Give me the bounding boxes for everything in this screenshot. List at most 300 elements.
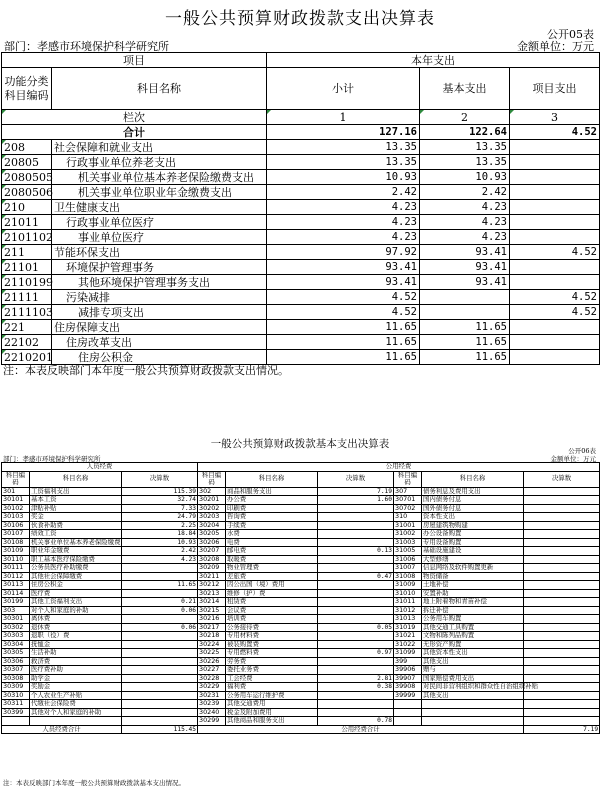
c-amount: 7.19	[318, 487, 394, 496]
p-name: 津贴补贴	[30, 504, 122, 513]
p-amount: 4.23	[122, 555, 198, 564]
table-row	[2, 547, 600, 556]
totals-row	[2, 725, 600, 734]
c-code: 30204	[198, 521, 226, 530]
c-amount	[318, 657, 394, 666]
d-code: 31019	[394, 623, 422, 632]
row-basic	[420, 290, 510, 305]
p-amount	[122, 615, 198, 624]
p-code: 30109	[2, 547, 30, 556]
p-amount	[122, 589, 198, 598]
c-amount: 0.13	[318, 547, 394, 556]
row-project: 4.52	[510, 305, 600, 320]
table-row	[2, 521, 600, 530]
d-code: 31006	[394, 555, 422, 564]
table-row	[2, 140, 600, 155]
d-amount	[524, 700, 600, 709]
c-name: 租赁费	[226, 598, 318, 607]
table-row	[2, 564, 600, 573]
d-name: 文物和陈列品购置	[422, 632, 524, 641]
c-amount	[318, 700, 394, 709]
row-basic: 11.65	[420, 350, 510, 365]
p-name: 生活补助	[30, 649, 122, 658]
personnel-total: 115.45	[122, 725, 198, 734]
p-name: 其他对个人和家庭的补助	[30, 708, 122, 717]
c-code: 30227	[198, 666, 226, 675]
p-amount: 2.25	[122, 521, 198, 530]
p-amount: 10.93	[122, 538, 198, 547]
table-row	[2, 215, 600, 230]
d-code: 30702	[394, 504, 422, 513]
c-name: 委托业务费	[226, 666, 318, 675]
table-row	[2, 649, 600, 658]
c-name: 税金及附加费用	[226, 708, 318, 717]
p-name: 工资福利支出	[30, 487, 122, 496]
d-code	[394, 700, 422, 709]
d-code: 39908	[394, 683, 422, 692]
d-name	[422, 700, 524, 709]
col-2: 2	[420, 110, 510, 125]
d-code: 31022	[394, 640, 422, 649]
row-project	[510, 215, 600, 230]
d-amount	[524, 521, 600, 530]
header-total: 小计	[267, 68, 420, 110]
c-name: 邮电费	[226, 547, 318, 556]
c-code: 30226	[198, 657, 226, 666]
c-amount	[318, 555, 394, 564]
row-project: 4.52	[510, 245, 600, 260]
row-basic: 4.23	[420, 200, 510, 215]
row-basic: 13.35	[420, 155, 510, 170]
d-amount	[524, 708, 600, 717]
d-amount	[524, 623, 600, 632]
c-amount: 0.97	[318, 649, 394, 658]
row-total: 4.23	[267, 200, 420, 215]
c-amount	[318, 513, 394, 522]
c-code: 30203	[198, 513, 226, 522]
row-name: 住房公积金	[52, 350, 267, 365]
p-amount	[122, 640, 198, 649]
row-project	[510, 230, 600, 245]
row-project	[510, 170, 600, 185]
row-name: 减排专项支出	[52, 305, 267, 320]
table2-title: 一般公共预算财政拨款基本支出决算表	[210, 438, 390, 450]
p-code: 30307	[2, 666, 30, 675]
sum-total: 127.16	[267, 125, 420, 140]
d-code: 310	[394, 513, 422, 522]
row-project	[510, 155, 600, 170]
c-name: 专用材料费	[226, 632, 318, 641]
d-amount	[524, 504, 600, 513]
c-code: 30214	[198, 598, 226, 607]
row-total: 97.92	[267, 245, 420, 260]
c-amount	[318, 504, 394, 513]
c-amount: 0.47	[318, 572, 394, 581]
d-amount	[524, 547, 600, 556]
header-project: 项目支出	[510, 68, 600, 110]
row-basic: 93.41	[420, 245, 510, 260]
table-row	[2, 245, 600, 260]
d-amount	[524, 632, 600, 641]
c-code: 30218	[198, 632, 226, 641]
row-name: 住房改革支出	[52, 335, 267, 350]
p-code: 30101	[2, 496, 30, 505]
row-total: 93.41	[267, 275, 420, 290]
public-header: 公用经费	[198, 463, 600, 472]
c-name: 水费	[226, 530, 318, 539]
p-amount	[122, 632, 198, 641]
d-name: 赠与	[422, 666, 524, 675]
d-name: 公务用车购置	[422, 615, 524, 624]
row-project	[510, 335, 600, 350]
c-name: 培训费	[226, 615, 318, 624]
d-amount	[524, 598, 600, 607]
table-row	[2, 170, 600, 185]
d-name: 其他支出	[422, 657, 524, 666]
row-code: 208	[2, 140, 52, 155]
c-name: 维修（护）费	[226, 589, 318, 598]
d-code: 31010	[394, 589, 422, 598]
row-name: 行政事业单位养老支出	[52, 155, 267, 170]
p-name: 其他社会保障缴费	[30, 572, 122, 581]
p-name: 伙食补助费	[30, 521, 122, 530]
p-name: 奖金	[30, 513, 122, 522]
table-row	[2, 275, 600, 290]
d-name: 对民间非营利组织和群众性自治组织补贴	[423, 682, 539, 690]
d-amount	[524, 691, 600, 700]
c-code: 302	[198, 487, 226, 496]
d-name: 拆迁补偿	[422, 606, 524, 615]
d-name: 安置补助	[422, 589, 524, 598]
row-total: 4.52	[267, 305, 420, 320]
row-total: 4.52	[267, 290, 420, 305]
c-name: 商品和服务支出	[226, 487, 318, 496]
p-code: 30110	[2, 555, 30, 564]
c-code: 30212	[198, 581, 226, 590]
row-basic: 4.23	[420, 230, 510, 245]
d-code: 31005	[394, 547, 422, 556]
p-amount: 0.06	[122, 623, 198, 632]
d-name	[422, 708, 524, 717]
table2-note: 注：本表反映部门本年度一般公共预算财政拨款基本支出情况。	[3, 779, 185, 787]
c-name: 手续费	[226, 521, 318, 530]
c-amount	[318, 581, 394, 590]
d-name: 国家赔偿费用支出	[422, 674, 524, 683]
h-amount-1: 决算数	[122, 471, 198, 487]
row-project: 4.52	[510, 290, 600, 305]
d-amount	[524, 717, 600, 726]
d-code: 39906	[394, 666, 422, 675]
p-code: 30302	[2, 623, 30, 632]
h-name-2: 科目名称	[226, 471, 318, 487]
header-basic: 基本支出	[420, 68, 510, 110]
row-name: 环境保护管理事务	[52, 260, 267, 275]
p-code: 30306	[2, 657, 30, 666]
c-name: 福利费	[226, 683, 318, 692]
p-code: 30108	[2, 538, 30, 547]
d-amount	[524, 555, 600, 564]
table-row	[2, 538, 600, 547]
table-row	[2, 691, 600, 700]
d-code: 31002	[394, 530, 422, 539]
c-name: 会议费	[226, 606, 318, 615]
header-item: 项目	[2, 53, 267, 68]
table-row	[2, 606, 600, 615]
table-row	[2, 581, 600, 590]
c-name: 公务接待费	[226, 623, 318, 632]
p-name: 其他工资福利支出	[30, 598, 122, 607]
row-basic: 11.65	[420, 320, 510, 335]
d-amount	[524, 657, 600, 666]
lanci-label: 栏次	[2, 110, 267, 125]
row-code: 21111	[2, 290, 52, 305]
c-name: 被装购置费	[226, 640, 318, 649]
row-code: 2080506	[2, 185, 52, 200]
h-name-3: 科目名称	[422, 471, 524, 487]
row-total: 13.35	[267, 155, 420, 170]
c-amount	[318, 521, 394, 530]
table-row	[2, 623, 600, 632]
p-code: 30199	[2, 598, 30, 607]
expenditure-table	[1, 52, 600, 365]
d-name: 土地补偿	[422, 581, 524, 590]
p-code: 301	[2, 487, 30, 496]
d-code: 31009	[394, 581, 422, 590]
c-name: 取暖费	[226, 555, 318, 564]
row-total: 11.65	[267, 320, 420, 335]
d-name: 大型修缮	[422, 555, 524, 564]
row-code: 2110199	[2, 275, 52, 290]
row-basic: 2.42	[420, 185, 510, 200]
table-row	[2, 615, 600, 624]
c-code: 30213	[198, 589, 226, 598]
d-name: 其他交通工具购置	[422, 623, 524, 632]
d-name: 其他支出	[422, 691, 524, 700]
d-code	[394, 708, 422, 717]
table-row	[2, 185, 600, 200]
p-amount	[122, 657, 198, 666]
c-code: 30217	[198, 623, 226, 632]
row-name: 社会保障和就业支出	[52, 140, 267, 155]
table-row	[2, 155, 600, 170]
p-name: 助学金	[30, 674, 122, 683]
c-name: 印刷费	[226, 504, 318, 513]
row-basic: 4.23	[420, 215, 510, 230]
row-name: 机关事业单位基本养老保险缴费支出	[52, 170, 267, 185]
table-row	[2, 320, 600, 335]
d-name: 地上附着物和青苗补偿	[422, 598, 524, 607]
row-basic: 11.65	[420, 335, 510, 350]
p-amount: 11.65	[122, 581, 198, 590]
d-amount	[524, 640, 600, 649]
d-name: 债务利息及费用支出	[422, 487, 524, 496]
p-amount	[122, 700, 198, 709]
table-row	[2, 572, 600, 581]
p-name: 绩效工资	[30, 530, 122, 539]
c-code: 30224	[198, 640, 226, 649]
d-amount	[524, 615, 600, 624]
p-amount: 24.79	[122, 513, 198, 522]
table-row	[2, 504, 600, 513]
d-code: 39907	[394, 674, 422, 683]
p-code: 30114	[2, 589, 30, 598]
header-year: 本年支出	[267, 53, 600, 68]
row-basic: 10.93	[420, 170, 510, 185]
c-name: 办公费	[226, 496, 318, 505]
c-amount	[318, 589, 394, 598]
row-project	[510, 260, 600, 275]
table-row	[2, 487, 600, 496]
row-name: 事业单位医疗	[52, 230, 267, 245]
p-code: 303	[2, 606, 30, 615]
p-amount: 32.74	[122, 496, 198, 505]
p-name: 基本工资	[30, 496, 122, 505]
c-amount: 0.38	[318, 683, 394, 692]
table-row	[2, 640, 600, 649]
row-project	[510, 200, 600, 215]
c-amount	[318, 640, 394, 649]
p-name: 医疗费	[30, 589, 122, 598]
c-code: 30208	[198, 555, 226, 564]
table1-title: 一般公共预算财政拨款支出决算表	[165, 9, 435, 29]
table1-dept: 部门：孝感市环境保护科学研究所	[4, 40, 169, 53]
c-name: 其他商品和服务支出	[226, 717, 318, 726]
header-name: 科目名称	[52, 68, 267, 110]
table2-unit: 金额单位：万元	[550, 455, 596, 463]
table-row	[2, 260, 600, 275]
d-name	[422, 717, 524, 726]
row-name: 行政事业单位医疗	[52, 215, 267, 230]
d-code: 31021	[394, 632, 422, 641]
d-amount	[524, 581, 600, 590]
table-row	[2, 305, 600, 320]
table2-dept: 部门：孝感市环境保护科学研究所	[3, 455, 101, 463]
p-code: 30301	[2, 615, 30, 624]
p-code: 30107	[2, 530, 30, 539]
d-code: 31001	[394, 521, 422, 530]
table1-note: 注：本表反映部门本年度一般公共预算财政拨款支出情况。	[3, 364, 289, 377]
col-1: 1	[267, 110, 420, 125]
p-amount: 115.39	[122, 487, 198, 496]
row-code: 2101102	[2, 230, 52, 245]
p-code: 30102	[2, 504, 30, 513]
c-amount: 0.05	[318, 623, 394, 632]
table-row	[2, 683, 600, 692]
p-code: 30305	[2, 649, 30, 658]
p-code: 30399	[2, 708, 30, 717]
c-code: 30299	[198, 717, 226, 726]
c-amount	[318, 666, 394, 675]
p-code: 30311	[2, 700, 30, 709]
row-total: 13.35	[267, 140, 420, 155]
row-total: 4.23	[267, 215, 420, 230]
row-project	[510, 185, 600, 200]
d-amount	[524, 564, 600, 573]
c-amount	[318, 530, 394, 539]
p-amount	[122, 691, 198, 700]
row-project	[510, 275, 600, 290]
d-amount	[524, 649, 600, 658]
table1-code: 公开05表	[547, 28, 594, 41]
p-name: 公务员医疗补助缴费	[30, 564, 122, 573]
d-amount	[524, 606, 600, 615]
c-amount	[318, 708, 394, 717]
row-code: 22102	[2, 335, 52, 350]
c-amount	[318, 615, 394, 624]
c-code: 30216	[198, 615, 226, 624]
p-code: 30103	[2, 513, 30, 522]
c-code: 30231	[198, 691, 226, 700]
c-code: 30229	[198, 683, 226, 692]
p-name: 职工基本医疗保险缴费	[30, 555, 122, 564]
h-amount-2: 决算数	[318, 471, 394, 487]
c-name: 咨询费	[226, 513, 318, 522]
p-amount: 0.21	[122, 598, 198, 607]
c-name: 公务用车运行维护费	[226, 691, 318, 700]
d-name: 房屋建筑物购建	[422, 521, 524, 530]
row-basic	[420, 305, 510, 320]
d-code: 31012	[394, 606, 422, 615]
row-code: 210	[2, 200, 52, 215]
d-amount	[524, 538, 600, 547]
d-name: 办公设备购置	[422, 530, 524, 539]
p-name: 医疗费补助	[30, 666, 122, 675]
p-name: 救济费	[30, 657, 122, 666]
personnel-header: 人员经费	[2, 463, 198, 472]
p-name: 住房公积金	[30, 581, 122, 590]
row-total: 10.93	[267, 170, 420, 185]
d-name: 国外债务付息	[422, 504, 524, 513]
h-code-3: 科目编码	[394, 471, 422, 487]
p-code	[2, 717, 30, 726]
p-code: 30112	[2, 572, 30, 581]
row-total: 93.41	[267, 260, 420, 275]
h-name-1: 科目名称	[30, 471, 122, 487]
public-total: 7.19	[524, 725, 600, 734]
sum-label: 合计	[2, 125, 267, 140]
row-total: 11.65	[267, 335, 420, 350]
d-name: 专用设备购置	[422, 538, 524, 547]
d-code: 31011	[394, 598, 422, 607]
h-code-1: 科目编码	[2, 471, 30, 487]
d-amount	[524, 530, 600, 539]
c-name: 劳务费	[226, 657, 318, 666]
row-code: 21011	[2, 215, 52, 230]
p-amount: 7.33	[122, 504, 198, 513]
c-code: 30240	[198, 708, 226, 717]
d-amount	[524, 589, 600, 598]
sum-project: 4.52	[510, 125, 600, 140]
p-amount	[122, 564, 198, 573]
p-name: 退休费	[30, 623, 122, 632]
table1-unit: 金额单位：万元	[517, 40, 594, 53]
table-row	[2, 598, 600, 607]
row-code: 221	[2, 320, 52, 335]
c-name: 电费	[226, 538, 318, 547]
c-code: 30206	[198, 538, 226, 547]
c-code: 30202	[198, 504, 226, 513]
d-name: 资本性支出	[422, 513, 524, 522]
table-row	[2, 513, 600, 522]
d-code	[394, 717, 422, 726]
c-amount	[318, 606, 394, 615]
p-amount	[122, 717, 198, 726]
table-row	[2, 290, 600, 305]
public-total-label: 公用经费合计	[198, 725, 524, 734]
header-func-code: 功能分类科目编码	[2, 68, 52, 110]
p-amount	[122, 674, 198, 683]
d-code: 30701	[394, 496, 422, 505]
